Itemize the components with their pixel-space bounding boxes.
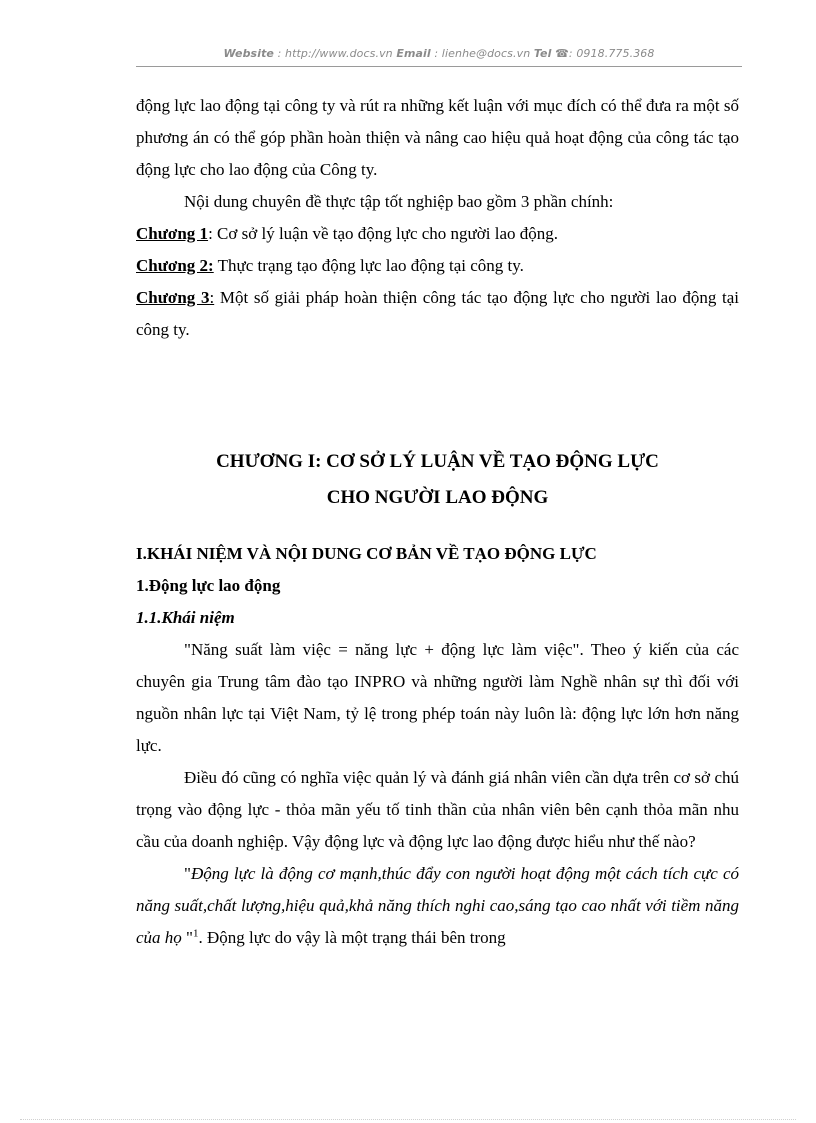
email-address[interactable]: : lienhe@docs.vn bbox=[430, 47, 534, 60]
chapter-1-line bbox=[136, 218, 739, 250]
quote-close-mark: " bbox=[186, 928, 193, 947]
section-heading-i: I.KHÁI NIỆM VÀ NỘI DUNG CƠ BẢN VỀ TẠO ĐỘNG LỰC bbox=[136, 544, 597, 563]
chapter-2-label: Chương 2: bbox=[136, 256, 214, 275]
phone-icon: ☎ bbox=[555, 47, 569, 60]
quote-open-mark: " bbox=[184, 864, 191, 883]
page-body bbox=[136, 90, 739, 954]
spacer bbox=[136, 346, 739, 444]
definition-paragraph-1: "Năng suất làm việc = năng lực + động lực làm việc". Theo ý kiến của các chuyên gia Trung tâm đào tạo INPRO và những người làm Nghề nhân sự thì đối với nguồn nhân lực tại Việt Nam, tỷ lệ trong phép toán này luôn là: động lực lớn hơn năng lực. bbox=[136, 640, 739, 755]
chapter-3-line bbox=[136, 282, 739, 346]
quote-paragraph bbox=[136, 858, 739, 954]
chapter-1-text: : Cơ sở lý luận về tạo động lực cho người lao động. bbox=[208, 224, 558, 243]
chapter-2-line bbox=[136, 250, 739, 282]
quote-text: Động lực là động cơ mạnh,thúc đẩy con người hoạt động một cách tích cực có năng suất,chất lượng,hiệu quả,khả năng thích nghi cao,sáng tạo cao nhất với tiềm năng của họ bbox=[136, 864, 739, 947]
page-bottom-border bbox=[20, 1119, 796, 1120]
spacer bbox=[136, 516, 739, 538]
chapter-3-label: Chương 3 bbox=[136, 288, 210, 307]
website-label: Website bbox=[223, 47, 274, 60]
chapter-3-text: Một số giải pháp hoàn thiện công tác tạo động lực cho người lao động tại công ty. bbox=[136, 288, 739, 339]
chapter-title-line-1: CHƯƠNG I: CƠ SỞ LÝ LUẬN VỀ TẠO ĐỘNG LỰC bbox=[216, 451, 659, 472]
website-url[interactable]: : http://www.docs.vn bbox=[274, 47, 397, 60]
chapter-3-colon: : bbox=[209, 288, 215, 307]
intro-paragraph-continued: động lực lao động tại công ty và rút ra những kết luận với mục đích có thể đưa ra một số phương án có thể góp phần hoàn thiện và nâng cao hiệu quả hoạt động của công tác tạo động lực cho lao động của Công ty. bbox=[136, 96, 739, 179]
page-header bbox=[136, 47, 742, 60]
quote-continuation: . Động lực do vậy là một trạng thái bên trong bbox=[198, 928, 506, 947]
tel-label: Tel bbox=[533, 47, 552, 60]
chapter-1-label: Chương 1 bbox=[136, 224, 209, 243]
definition-paragraph-2: Điều đó cũng có nghĩa việc quản lý và đánh giá nhân viên cần dựa trên cơ sở chú trọng vào động lực - thỏa mãn yếu tố tinh thần của nhân viên bên cạnh thỏa mãn nhu cầu của doanh nghiệp. Vậy động lực và động lực lao động được hiểu như thế nào? bbox=[136, 768, 739, 851]
intro-paragraph-outline: Nội dung chuyên đề thực tập tốt nghiệp bao gồm 3 phần chính: bbox=[184, 192, 614, 211]
section-heading-1: 1.Động lực lao động bbox=[136, 576, 281, 595]
chapter-2-text: Thực trạng tạo động lực lao động tại công ty. bbox=[213, 256, 524, 275]
email-label: Email bbox=[396, 47, 431, 60]
header-rule bbox=[136, 66, 742, 67]
chapter-title-line-2: CHO NGƯỜI LAO ĐỘNG bbox=[326, 487, 549, 508]
footnote-marker[interactable]: 1 bbox=[193, 927, 199, 940]
section-heading-1-1: 1.1.Khái niệm bbox=[136, 608, 235, 627]
tel-number: : 0918.775.368 bbox=[568, 47, 655, 60]
